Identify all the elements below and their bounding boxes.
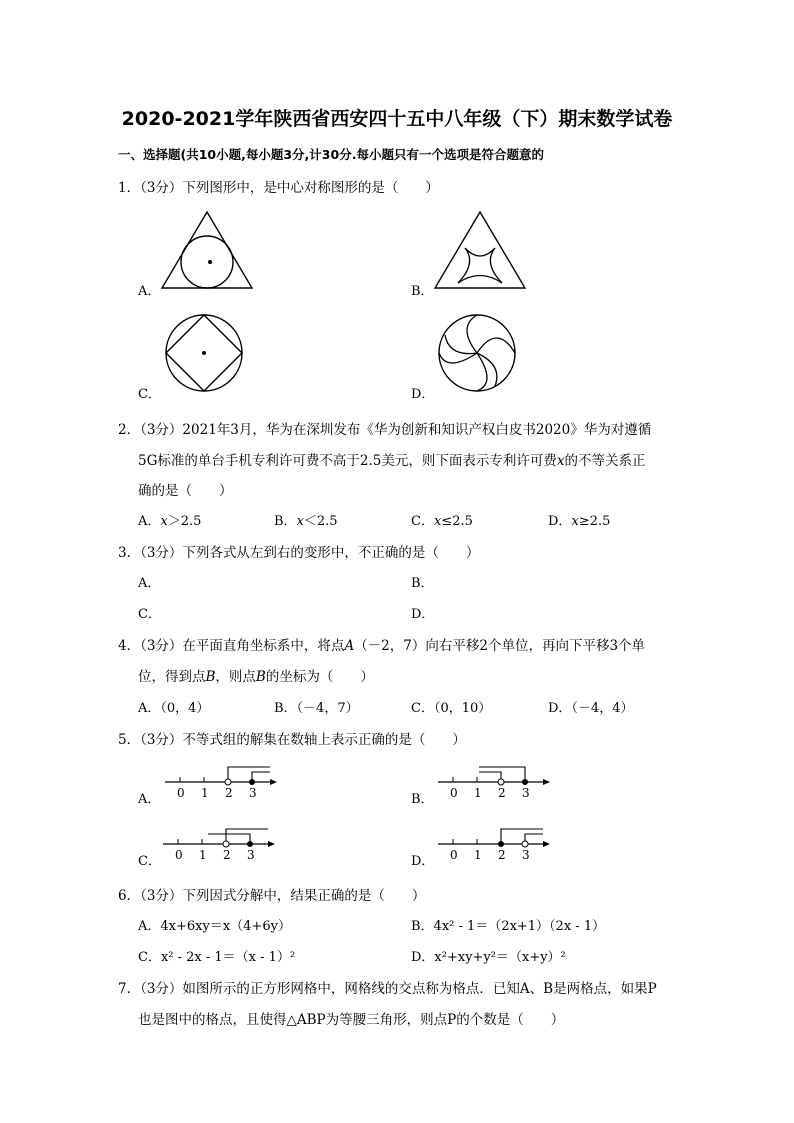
tick-label: 1: [201, 786, 209, 800]
q5-numberline-c: [158, 826, 278, 862]
q4-option-d: D．（－4，4）: [548, 701, 634, 716]
q4-option-c: C．（0，10）: [411, 701, 492, 716]
q5-numberline-b: [433, 764, 553, 800]
q4-line2-mid: ，则点: [215, 669, 256, 685]
option-variable: x: [160, 514, 168, 529]
q1-stem: 1．（3分）下列图形中，是中心对称图形的是（ ）: [118, 180, 439, 196]
q4-option-a: A．（0，4）: [138, 701, 210, 716]
closed-point: [247, 841, 253, 847]
option-label: C．: [411, 514, 434, 529]
q4-line2-text: 位，得到点: [138, 669, 206, 685]
section-heading: 一、选择题(共10小题,每小题3分,计30分.每小题只有一个选项是符合题意的: [118, 147, 544, 162]
option-rest: ＜2.5: [303, 514, 338, 529]
tick-label: 0: [175, 848, 183, 862]
q7-line2: 也是图中的格点，且使得△ABP为等腰三角形，则点P的个数是（ ）: [138, 1012, 565, 1028]
option-rest: ≤2.5: [441, 514, 473, 529]
tick-label: 3: [247, 848, 255, 862]
tick-label: 3: [249, 786, 257, 800]
q2-line2-end: 的不等关系正: [564, 453, 646, 469]
tick-label: 3: [522, 848, 530, 862]
q6-option-d: D．x²+xy+y²＝（x+y）²: [411, 950, 566, 965]
q4-line1: [118, 634, 645, 654]
q1-option-d-label: D．: [411, 387, 435, 402]
q1-option-c-label: C．: [138, 387, 161, 402]
q2-line3: 确的是（ ）: [138, 483, 233, 499]
q4-option-b: B．（－4，7）: [274, 701, 359, 716]
closed-point: [249, 779, 255, 785]
option-rest: ＞2.5: [167, 514, 202, 529]
q2-variable: x: [556, 453, 565, 469]
tick-label: 0: [177, 786, 185, 800]
axis-arrow: [268, 841, 275, 847]
q4-point-b-again: B: [255, 669, 266, 685]
q4-line2: [138, 665, 374, 685]
q6-option-b: B．4x² - 1＝（2x+1）（2x - 1）: [411, 919, 606, 934]
q5-stem: 5．（3分）不等式组的解集在数轴上表示正确的是（ ）: [118, 732, 466, 748]
q4-line1-rest: （－2，7）向右平移2个单位，再向下平移3个单: [354, 638, 646, 654]
q1-figure-d: [437, 313, 519, 395]
tick-label: 0: [450, 848, 458, 862]
q2-option-d: [548, 510, 610, 529]
q3-option-c: C．: [138, 607, 161, 622]
q2-option-c: [411, 510, 473, 529]
q1-option-a-label: A．: [138, 284, 161, 299]
bracket-right: [208, 834, 250, 841]
bracket-left: [479, 772, 501, 779]
tick-label: 1: [474, 848, 482, 862]
q1-figure-c: [164, 313, 246, 395]
option-label: B．: [274, 514, 297, 529]
q7-line1: 7．（3分）如图所示的正方形网格中，网格线的交点称为格点．已知A、B是两格点，如果P: [118, 981, 657, 997]
open-point: [225, 779, 231, 785]
closed-point: [522, 779, 528, 785]
petal-arcs-shape-2: [445, 315, 497, 386]
q6-stem: 6．（3分）下列因式分解中，结果正确的是（ ）: [118, 888, 426, 904]
q2-option-b: [274, 510, 338, 529]
axis-arrow: [543, 841, 550, 847]
q1-figure-b: [433, 210, 528, 290]
closed-point: [498, 841, 504, 847]
axis-arrow: [543, 779, 550, 785]
q4-point-b: B: [205, 669, 216, 685]
bracket-right: [252, 772, 270, 779]
option-rest: ≥2.5: [578, 514, 611, 529]
option-label: D．: [548, 514, 572, 529]
q4-line2-end: 的坐标为（ ）: [265, 669, 374, 685]
bracket-left: [501, 829, 543, 841]
inscribed-circle-shape: [181, 236, 233, 288]
q5-option-d-label: D．: [411, 854, 435, 869]
q2-option-a: [138, 510, 201, 529]
triangle-shape: [162, 212, 252, 288]
q3-option-a: A．: [138, 576, 161, 591]
q5-option-b-label: B．: [411, 792, 434, 807]
q6-option-c: C．x² - 2x - 1＝（x - 1）²: [138, 950, 296, 965]
tick-label: 3: [522, 786, 530, 800]
triangle-shape: [435, 212, 525, 288]
option-variable: x: [296, 514, 304, 529]
bracket-right: [479, 767, 525, 779]
option-variable: x: [433, 514, 442, 529]
q2-line1: 2．（3分）2021年3月，华为在深圳发布《华为创新和知识产权白皮书2020》华为对遵循: [118, 422, 652, 438]
bracket-right: [525, 834, 543, 841]
page-title: 2020-2021学年陕西省西安四十五中八年级（下）期末数学试卷: [121, 108, 673, 130]
tick-label: 2: [498, 848, 506, 862]
q6-option-a: A．4x+6xy＝x（4+6y）: [138, 919, 291, 934]
option-label: A．: [138, 514, 161, 529]
q3-stem: 3．（3分）下列各式从左到右的变形中，不正确的是（ ）: [118, 545, 480, 561]
bracket-left: [228, 767, 270, 779]
q1-option-b-label: B．: [411, 284, 434, 299]
tick-label: 2: [498, 786, 506, 800]
tick-label: 2: [223, 848, 231, 862]
axis-arrow: [270, 779, 277, 785]
q5-numberline-a: [160, 764, 280, 800]
q3-option-b: B．: [411, 576, 434, 591]
q5-option-c-label: C．: [138, 854, 161, 869]
option-variable: x: [571, 514, 579, 529]
tick-label: 2: [225, 786, 233, 800]
open-point: [522, 841, 528, 847]
q1-figure-a: [160, 210, 255, 290]
q3-option-d: D．: [411, 607, 435, 622]
q4-line1-text: 4．（3分）在平面直角坐标系中，将点: [118, 638, 345, 654]
center-dot: [202, 351, 206, 355]
center-dot: [208, 260, 212, 264]
q5-option-a-label: A．: [138, 792, 161, 807]
q4-point-a: A: [344, 638, 355, 654]
q2-line2: [138, 449, 645, 469]
q2-line2-text: 5G标准的单台手机专利许可费不高于2.5美元，则下面表示专利许可费: [138, 453, 557, 469]
q5-numberline-d: [433, 826, 553, 862]
open-point: [498, 779, 504, 785]
tick-label: 0: [450, 786, 458, 800]
tick-label: 1: [474, 786, 482, 800]
curved-triangle-shape: [458, 248, 502, 283]
bracket-left: [226, 829, 268, 841]
tick-label: 1: [199, 848, 207, 862]
open-point: [223, 841, 229, 847]
